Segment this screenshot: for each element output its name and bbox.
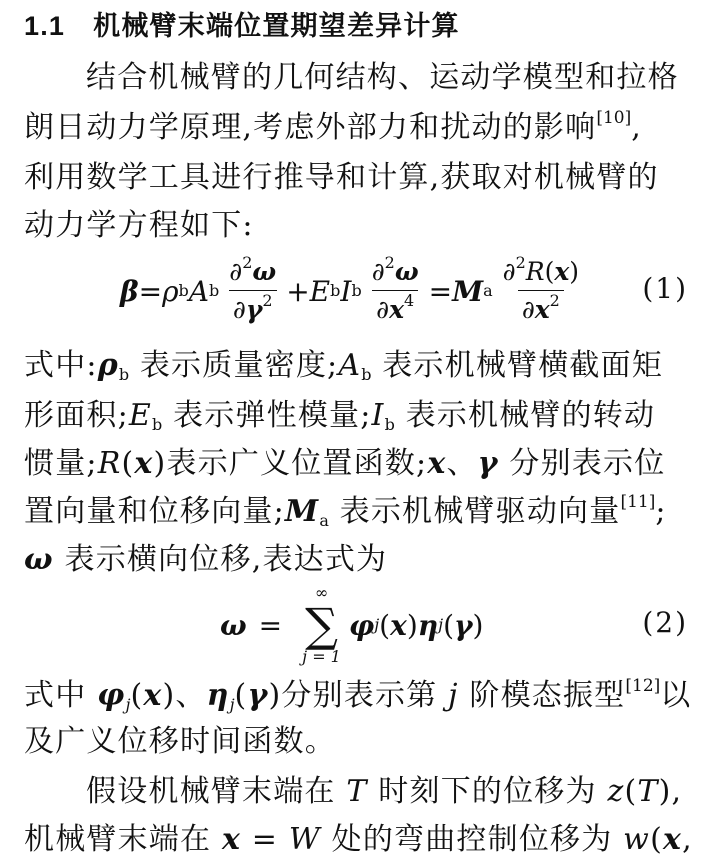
text: 表示广义位置函数; [166, 446, 428, 481]
sub: a [319, 511, 329, 530]
paren: ( [130, 678, 144, 713]
I: I [371, 398, 385, 433]
rho: ρ [97, 348, 119, 383]
text: 式中 [24, 678, 98, 713]
sub: j [229, 695, 235, 714]
x: x [389, 294, 404, 324]
text: ; [655, 494, 667, 529]
x: x [143, 678, 163, 713]
sum-sigma: ∑ [305, 598, 338, 652]
omega: ω [252, 256, 277, 286]
para2-line3 [24, 444, 688, 484]
sub: b [384, 415, 395, 434]
para3-line1 [24, 676, 692, 716]
citation-12: [12] [625, 676, 661, 696]
partial: ∂ [371, 256, 385, 286]
equation-1-number: (1) [642, 272, 688, 305]
sub: b [361, 365, 372, 384]
equation-1-body: β = ρ b A b $\frac{\partial^2\omega}{\partial\gamma^2}$ + E b I b $\frac{\partial^2\omega}{\partial x^4}$ = M a $\frac{\partial^2R(x)}{\partial x^2}$ [120, 246, 589, 336]
text: 式中: [24, 348, 98, 383]
E: E [128, 398, 153, 433]
equation-2-body: ω = ∞ ∑ j = 1 φ j ( x ) η j ( γ ) [220, 583, 484, 666]
w: w [623, 822, 651, 857]
exp: 4 [403, 290, 415, 310]
eq1-rho: ρ [162, 274, 179, 308]
equation-1 [0, 246, 712, 336]
gamma: γ [245, 294, 263, 324]
paren: ) [406, 608, 418, 642]
para4-line2 [24, 820, 693, 860]
text: 表示机械臂横截面矩 [371, 348, 664, 383]
text: 表示弹性模量; [162, 398, 372, 433]
sub: b [152, 415, 163, 434]
omega: ω [24, 542, 54, 577]
equation-2 [0, 580, 712, 670]
exp: 2 [384, 252, 395, 272]
text: 惯量; [24, 446, 98, 481]
para2-line4 [24, 492, 688, 532]
text: 表示质量密度; [129, 348, 339, 383]
eq1-frac1-num [225, 252, 280, 290]
paren: ) [569, 256, 580, 286]
T: T [637, 774, 659, 809]
text: , [671, 774, 683, 809]
eq1-frac3-num [499, 252, 583, 290]
x: x [534, 294, 550, 324]
partial: ∂ [229, 256, 243, 286]
eq2-sum [302, 584, 341, 666]
paren: ) [153, 446, 167, 481]
text: , [682, 822, 693, 857]
eq1-frac2-den [372, 290, 418, 327]
para1-line2-text: 朗日动力学原理,考虑外部力和扰动的影响 [24, 110, 597, 145]
eq1-E: E [309, 274, 331, 308]
para1-line2-end: , [631, 110, 642, 145]
omega: ω [394, 256, 419, 286]
phi: φ [97, 678, 126, 713]
paren: ( [544, 256, 555, 286]
text: 分别表示第 [281, 678, 449, 713]
section-heading [24, 6, 688, 47]
eq2-phi: φ [348, 608, 375, 642]
para2-line1 [24, 346, 688, 386]
eq1-beta: β [120, 274, 139, 308]
text: 时刻下的位移为 [367, 774, 608, 809]
partial: ∂ [521, 294, 535, 324]
paren: ) [162, 678, 176, 713]
citation-10: [10] [596, 108, 632, 128]
eq1-equals-2: = [428, 274, 453, 308]
paren: ) [472, 608, 484, 642]
text: 处的弯曲控制位移为 [320, 822, 624, 857]
partial: ∂ [502, 256, 516, 286]
para1-line3: 利用数学工具进行推导和计算,获取对机械臂的 [24, 160, 659, 195]
text: 分别表示位 [498, 446, 666, 481]
sub: b [118, 365, 130, 384]
text: 假设机械臂末端在 [86, 774, 347, 809]
paren: ) [268, 678, 282, 713]
para1-line4: 动力学方程如下: [24, 208, 254, 243]
eq2-omega: ω [220, 608, 247, 642]
text: 机械臂末端在 [24, 822, 222, 857]
x: x [427, 446, 447, 481]
gamma: γ [247, 678, 269, 713]
text: 表示横向位移,表达式为 [53, 542, 388, 577]
text: 表示机械臂的转动 [394, 398, 656, 433]
W: W [288, 822, 321, 857]
sep: 、 [175, 678, 207, 713]
eq1-frac1-den [229, 290, 277, 327]
partial: ∂ [232, 294, 246, 324]
sum-lower: j = 1 [302, 647, 341, 666]
sub: j [125, 695, 131, 714]
gamma: γ [454, 608, 473, 642]
eq2-equals: = [258, 608, 283, 642]
exp: 2 [515, 252, 526, 272]
paren: ( [650, 822, 663, 857]
z: z [607, 774, 625, 809]
x: x [390, 608, 407, 642]
eq1-frac2 [368, 252, 423, 327]
eq2-eta: η [417, 608, 439, 642]
para2-line5 [24, 540, 688, 580]
paren: ( [379, 608, 391, 642]
eq1-frac3-den [518, 290, 564, 327]
sum-upper: ∞ [314, 583, 329, 602]
eta: η [206, 678, 230, 713]
partial: ∂ [376, 294, 390, 324]
eq1-M: M [452, 274, 484, 308]
section-number: 1.1 [24, 11, 66, 41]
sep: 、 [446, 446, 478, 481]
eq1-frac1 [225, 252, 280, 327]
eq1-frac2-num [368, 252, 423, 290]
paren: ( [234, 678, 248, 713]
exp: 2 [262, 290, 273, 310]
R: R [97, 446, 122, 481]
eq1-frac3 [499, 252, 583, 327]
x: x [554, 256, 570, 286]
para1-line1: 结合机械臂的几何结构、运动学模型和拉格 [86, 60, 679, 95]
eq1-plus: + [286, 274, 310, 308]
text: 置向量和位移向量; [24, 494, 285, 529]
eq1-I: I [340, 274, 352, 308]
j: j [448, 678, 459, 713]
eq1-A: A [188, 274, 210, 308]
paren: ( [443, 608, 455, 642]
paren: ( [624, 774, 638, 809]
para4-line1 [86, 772, 688, 812]
M: M [284, 494, 320, 529]
x: x [662, 822, 683, 857]
text: 以 [660, 678, 692, 713]
eq1-equals: = [138, 274, 163, 308]
equation-2-number: (2) [642, 606, 688, 639]
T: T [346, 774, 368, 809]
para2-line2 [24, 396, 688, 436]
text: 形面积; [24, 398, 129, 433]
x: x [221, 822, 242, 857]
section-title: 机械臂末端位置期望差异计算 [93, 11, 460, 42]
paren: ) [658, 774, 672, 809]
A: A [338, 348, 362, 383]
text: 表示机械臂驱动向量 [328, 494, 621, 529]
para1-line2 [24, 108, 688, 148]
citation-11: [11] [620, 492, 656, 512]
R: R [525, 256, 545, 286]
paren: ( [121, 446, 135, 481]
x: x [134, 446, 154, 481]
para3-line2: 及广义位移时间函数。 [24, 724, 336, 759]
exp: 2 [549, 290, 560, 310]
equals: = [241, 822, 289, 857]
exp: 2 [242, 252, 253, 272]
text: 阶模态振型 [458, 678, 626, 713]
gamma: γ [477, 446, 499, 481]
